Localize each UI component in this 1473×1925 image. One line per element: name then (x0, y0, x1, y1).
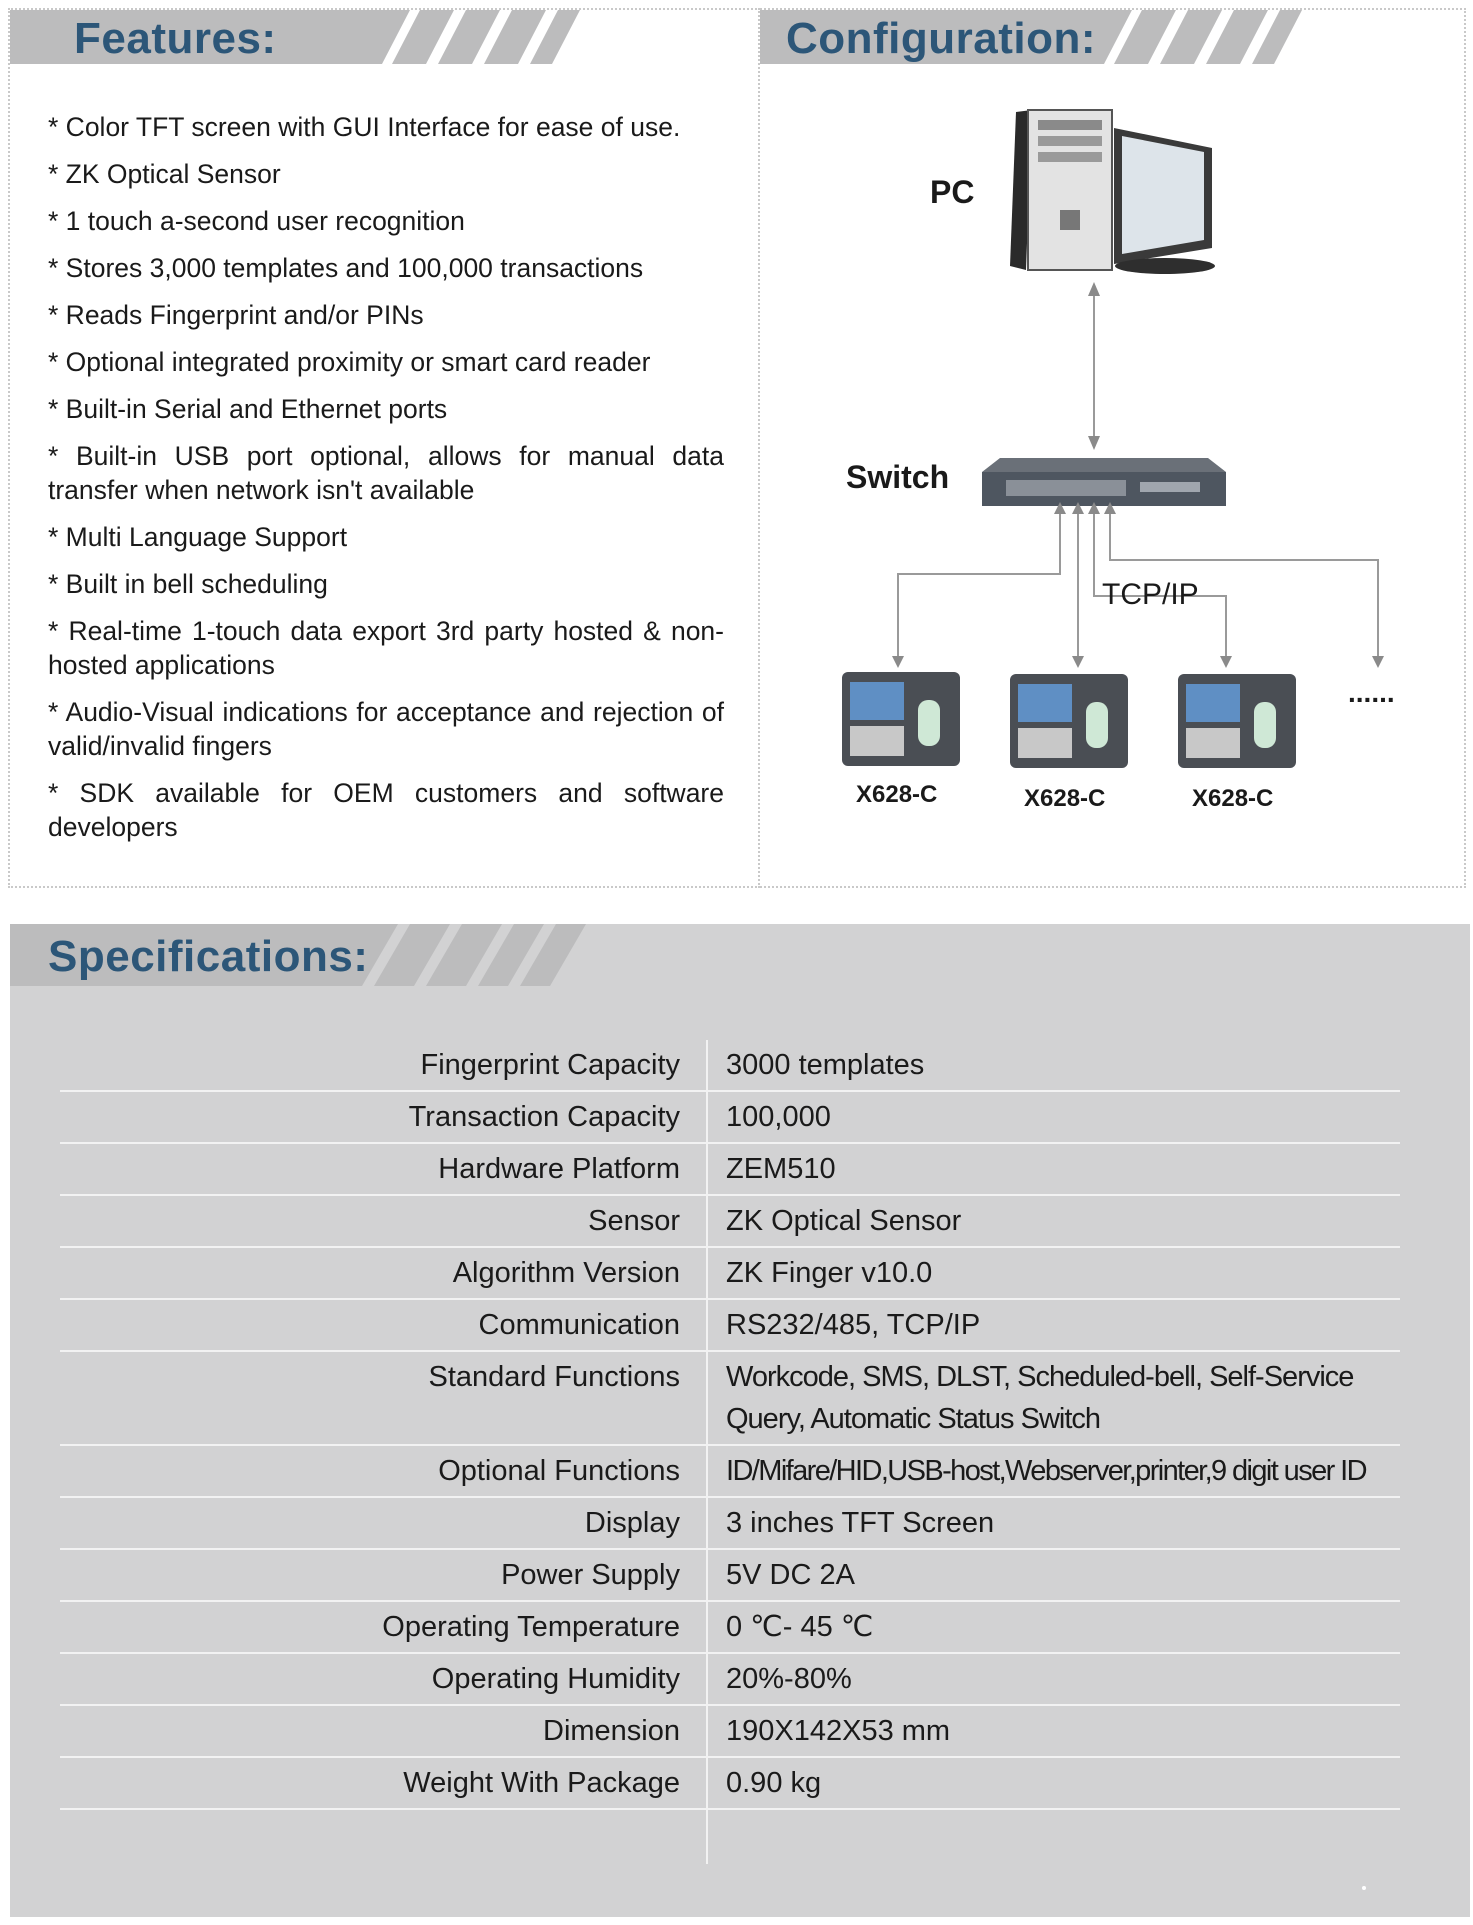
spec-row (60, 1040, 1400, 1092)
spec-label: Dimension (543, 1715, 680, 1747)
feature-item: * Real-time 1-touch data export 3rd party hosted & non-hosted applications (48, 616, 724, 680)
x628c-terminal-icon (1178, 674, 1296, 768)
spec-value: 3000 templates (706, 1040, 1400, 1090)
feature-item: * Reads Fingerprint and/or PINs (48, 300, 424, 330)
feature-item: * Built-in USB port optional, allows for manual data transfer when network isn't available (48, 441, 724, 505)
spec-row (60, 1300, 1400, 1352)
spec-label: Hardware Platform (438, 1153, 680, 1185)
spec-label: Sensor (588, 1205, 680, 1237)
feature-item: * Built in bell scheduling (48, 569, 328, 599)
specifications-table (60, 1040, 1400, 1864)
specifications-header (10, 924, 1470, 986)
feature-item: * 1 touch a-second user recognition (48, 206, 465, 236)
spec-value: ZEM510 (706, 1144, 1400, 1194)
spec-value: RS232/485, TCP/IP (706, 1300, 1400, 1350)
features-title: Features: (74, 14, 277, 63)
configuration-title: Configuration: (786, 14, 1097, 63)
x628c-terminal-icon (842, 672, 960, 766)
spec-label: Communication (478, 1309, 680, 1341)
spec-value: ZK Optical Sensor (706, 1196, 1400, 1246)
specifications-panel (10, 924, 1470, 1917)
feature-item: * Built-in Serial and Ethernet ports (48, 394, 448, 424)
pc-label: PC (930, 174, 975, 210)
spec-label: Algorithm Version (452, 1257, 680, 1289)
tcp-ip-label: TCP/IP (1102, 578, 1199, 611)
spec-label: Operating Humidity (431, 1663, 680, 1695)
device-label: X628-C (1024, 785, 1106, 812)
spec-value: 190X142X53 mm (706, 1706, 1400, 1756)
spec-label: Standard Functions (428, 1361, 680, 1393)
spec-label: Fingerprint Capacity (420, 1049, 680, 1081)
switch-label: Switch (846, 459, 950, 495)
features-header (10, 10, 758, 64)
spec-row (60, 1706, 1400, 1758)
feature-item: * Multi Language Support (48, 522, 348, 552)
spec-value: ID/Mifare/HID,USB-host,Webserver,printer,9 digit user ID (706, 1446, 1400, 1496)
spec-value: ZK Finger v10.0 (706, 1248, 1400, 1298)
spec-row (60, 1602, 1400, 1654)
more-devices-ellipsis: ...... (1348, 677, 1395, 708)
spec-value-empty (706, 1810, 1400, 1864)
spec-value: 5V DC 2A (706, 1550, 1400, 1600)
spec-value: 3 inches TFT Screen (706, 1498, 1400, 1548)
specifications-title: Specifications: (48, 932, 369, 981)
spec-row (60, 1498, 1400, 1550)
decorative-dot (1362, 1886, 1366, 1890)
spec-value: 0.90 kg (706, 1758, 1400, 1808)
device-label: X628-C (856, 781, 938, 808)
pc-switch-link (1088, 282, 1100, 450)
spec-value: Workcode, SMS, DLST, Scheduled-bell, Self-Service Query, Automatic Status Switch (706, 1352, 1400, 1444)
feature-item: * SDK available for OEM customers and software developers (48, 778, 724, 842)
spec-row (60, 1196, 1400, 1248)
pc-tower-icon (1010, 110, 1112, 270)
spec-row (60, 1144, 1400, 1196)
device-label: X628-C (1192, 785, 1274, 812)
spec-label: Optional Functions (438, 1455, 680, 1487)
configuration-panel (760, 8, 1466, 888)
spec-row (60, 1092, 1400, 1144)
spec-label: Transaction Capacity (408, 1101, 680, 1133)
spec-label: Weight With Package (403, 1767, 680, 1799)
spec-label: Power Supply (501, 1559, 680, 1591)
spec-value: 20%-80% (706, 1654, 1400, 1704)
feature-item: * Color TFT screen with GUI Interface for ease of use. (48, 112, 681, 142)
spec-row (60, 1446, 1400, 1498)
features-panel (8, 8, 760, 888)
pc-monitor-icon (1114, 128, 1215, 274)
spec-value: 0 ℃- 45 ℃ (706, 1602, 1400, 1652)
features-list (48, 110, 724, 857)
spec-label: Display (584, 1507, 680, 1539)
spec-row (60, 1654, 1400, 1706)
feature-item: * Audio-Visual indications for acceptance and rejection of valid/invalid fingers (48, 697, 724, 761)
spec-row (60, 1758, 1400, 1810)
spec-row (60, 1550, 1400, 1602)
spec-value: 100,000 (706, 1092, 1400, 1142)
spec-label-empty (60, 1810, 706, 1864)
spec-row (60, 1248, 1400, 1300)
network-diagram (760, 10, 1466, 880)
spec-row (60, 1352, 1400, 1446)
spec-label: Operating Temperature (382, 1611, 680, 1643)
feature-item: * ZK Optical Sensor (48, 159, 281, 189)
feature-item: * Stores 3,000 templates and 100,000 transactions (48, 253, 644, 283)
feature-item: * Optional integrated proximity or smart card reader (48, 347, 651, 377)
network-switch-icon (982, 458, 1226, 506)
x628c-terminal-icon (1010, 674, 1128, 768)
spec-row-spacer (60, 1810, 1400, 1864)
